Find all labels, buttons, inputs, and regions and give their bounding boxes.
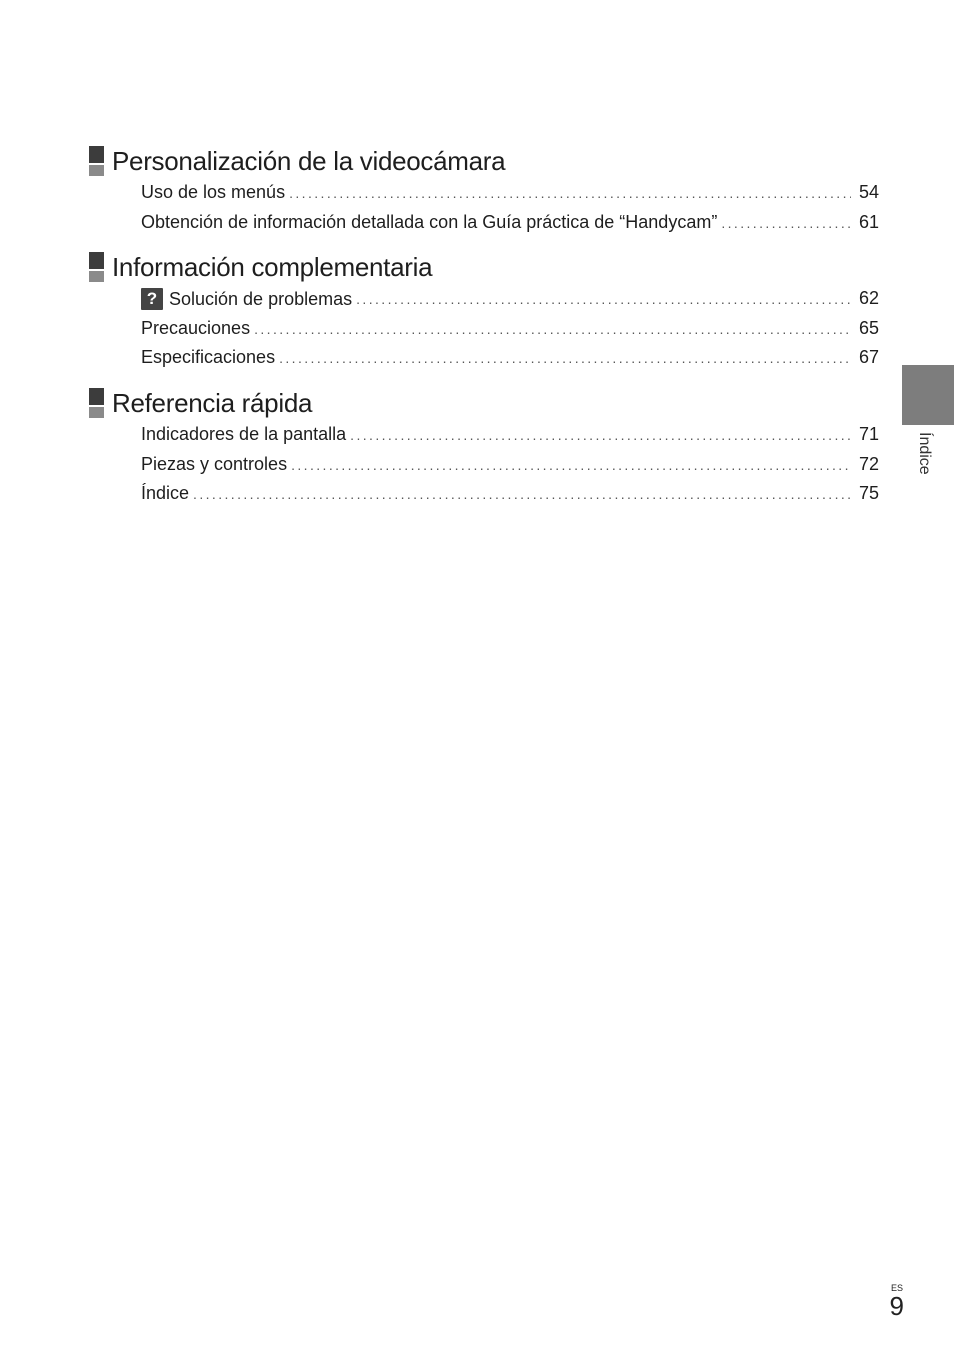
toc-section-personalizacion [89,145,879,241]
toc-entry-label: Especificaciones [141,347,276,368]
leader-dots [279,350,851,366]
page-footer [890,1283,904,1319]
toc-entry-precauciones[interactable] [141,318,879,348]
language-code: ES [890,1283,903,1293]
section-heading [89,387,879,419]
leader-dots [350,427,851,443]
toc-section-referencia-rapida [89,387,879,513]
toc-entry-indicadores[interactable] [141,424,879,454]
leader-dots [289,185,851,201]
toc-entry-especificaciones[interactable] [141,347,879,377]
page-number: 9 [889,1291,904,1321]
section-marker-icon [89,252,104,282]
section-heading [89,145,879,177]
section-marker-icon [89,146,104,176]
toc-entry-indice[interactable] [141,483,879,513]
toc-entries [141,288,879,377]
toc-entry-label: Precauciones [141,317,251,338]
leader-dots [721,215,851,231]
toc-entry-page: 71 [858,424,879,444]
toc-entry-uso-menus[interactable] [141,182,879,212]
toc-entry-label: Uso de los menús [141,182,286,202]
toc-entry-label: Obtención de información detallada con la Guía práctica de “Handycam” [141,211,718,232]
section-marker-icon [89,388,104,418]
toc-entry-guia-practica[interactable] [141,212,879,242]
toc-entries [141,182,879,241]
toc-entry-label: Piezas y controles [141,453,288,474]
toc-entry-page: 54 [858,182,879,202]
toc-entry-page: 67 [858,347,879,368]
toc-entry-page: 72 [858,453,879,474]
toc-entry-label: Indicadores de la pantalla [141,424,347,444]
question-icon: ? [141,288,163,310]
side-tab-marker[interactable] [902,365,954,425]
toc-entry-piezas-controles[interactable] [141,454,879,484]
leader-dots [254,321,851,337]
section-title: Información complementaria [112,251,433,282]
toc-entry-page: 61 [858,211,879,232]
section-heading [89,251,879,283]
leader-dots [193,486,851,502]
side-tab-label: Índice [916,432,933,475]
section-title: Referencia rápida [112,387,313,418]
toc-entry-page: 65 [858,317,879,338]
toc-entries [141,424,879,513]
toc-entry-solucion-problemas[interactable] [141,288,879,318]
leader-dots [291,457,851,473]
section-title: Personalización de la videocámara [112,145,506,176]
toc-section-informacion-complementaria [89,251,879,377]
toc-entry-label: Índice [141,483,190,504]
toc-entry-page: 62 [858,288,879,308]
toc-entry-label: Solución de problemas [169,288,353,309]
leader-dots [356,291,851,307]
toc-entry-page: 75 [858,483,879,504]
